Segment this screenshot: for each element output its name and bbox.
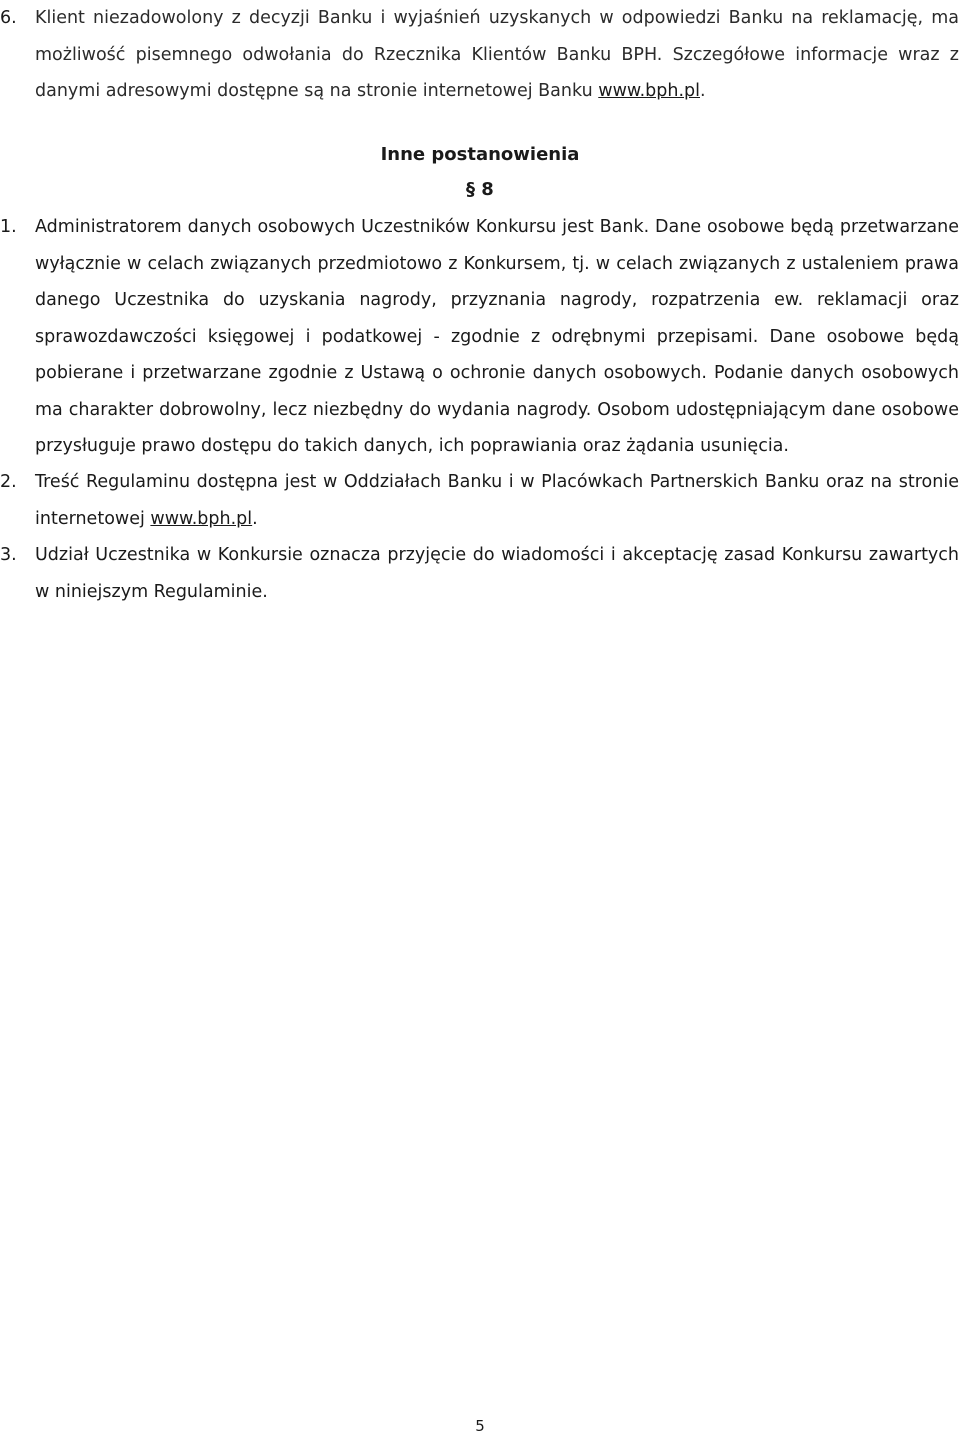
paragraph-sign: § <box>466 179 475 200</box>
list-item-number: 1. <box>0 217 17 237</box>
list-item-text <box>35 0 959 110</box>
list-item-number: 3. <box>0 545 17 565</box>
paragraph-number: 8 <box>481 179 494 200</box>
list-item-text: Administratorem danych osobowych Uczestników Konkursu jest Bank. Dane osobowe będą przetwarzane wyłącznie w celach związanych przedmiotowo z Konkursem, tj. w celach związanych z ustaleniem prawa danego Uczestnika do uzyskania nagrody, przyznania nagrody, rozpatrzenia ew. reklamacji oraz sprawozdawczości księgowej i podatkowej - zgodnie z odrębnymi przepisami. Dane osobowe będą pobierane i przetwarzane zgodnie z Ustawą o ochronie danych osobowych. Podanie danych osobowych ma charakter dobrowolny, lecz niezbędny do wydania nagrody. Osobom udostępniającym dane osobowe przysługuje prawo dostępu do takich danych, ich poprawiania oraz żądania usunięcia. <box>35 217 959 456</box>
bph-website-link[interactable]: www.bph.pl <box>150 508 253 529</box>
list-item-3 <box>0 537 960 610</box>
bph-website-link[interactable]: www.bph.pl <box>598 81 700 101</box>
list-item-2 <box>0 464 960 537</box>
list-item-text: Udział Uczestnika w Konkursie oznacza przyjęcie do wiadomości i akceptację zasad Konkursu zawartych w niniejszym Regulaminie. <box>35 545 959 602</box>
list-item-number: 2. <box>0 472 17 492</box>
list-item-6 <box>0 0 960 110</box>
item-2-text: Treść Regulaminu dostępna jest w Oddziałach Banku i w Placówkach Partnerskich Banku oraz na stronie internetowej <box>35 472 959 529</box>
list-item-number: 6. <box>0 8 17 28</box>
list-item-text <box>35 464 959 537</box>
list-item-1 <box>0 209 960 465</box>
item-2-suffix: . <box>252 508 258 529</box>
section-number <box>466 178 506 202</box>
section-title: Inne postanowienia <box>380 144 580 165</box>
item-6-suffix: . <box>700 81 706 101</box>
page-number: 5 <box>475 1417 485 1435</box>
item-6-text: Klient niezadowolony z decyzji Banku i wyjaśnień uzyskanych w odpowiedzi Banku na reklamację, ma możliwość pisemnego odwołania do Rzecznika Klientów Banku BPH. Szczegółowe informacje wraz z danymi adresowymi dostępne są na stronie internetowej Banku <box>35 8 959 101</box>
